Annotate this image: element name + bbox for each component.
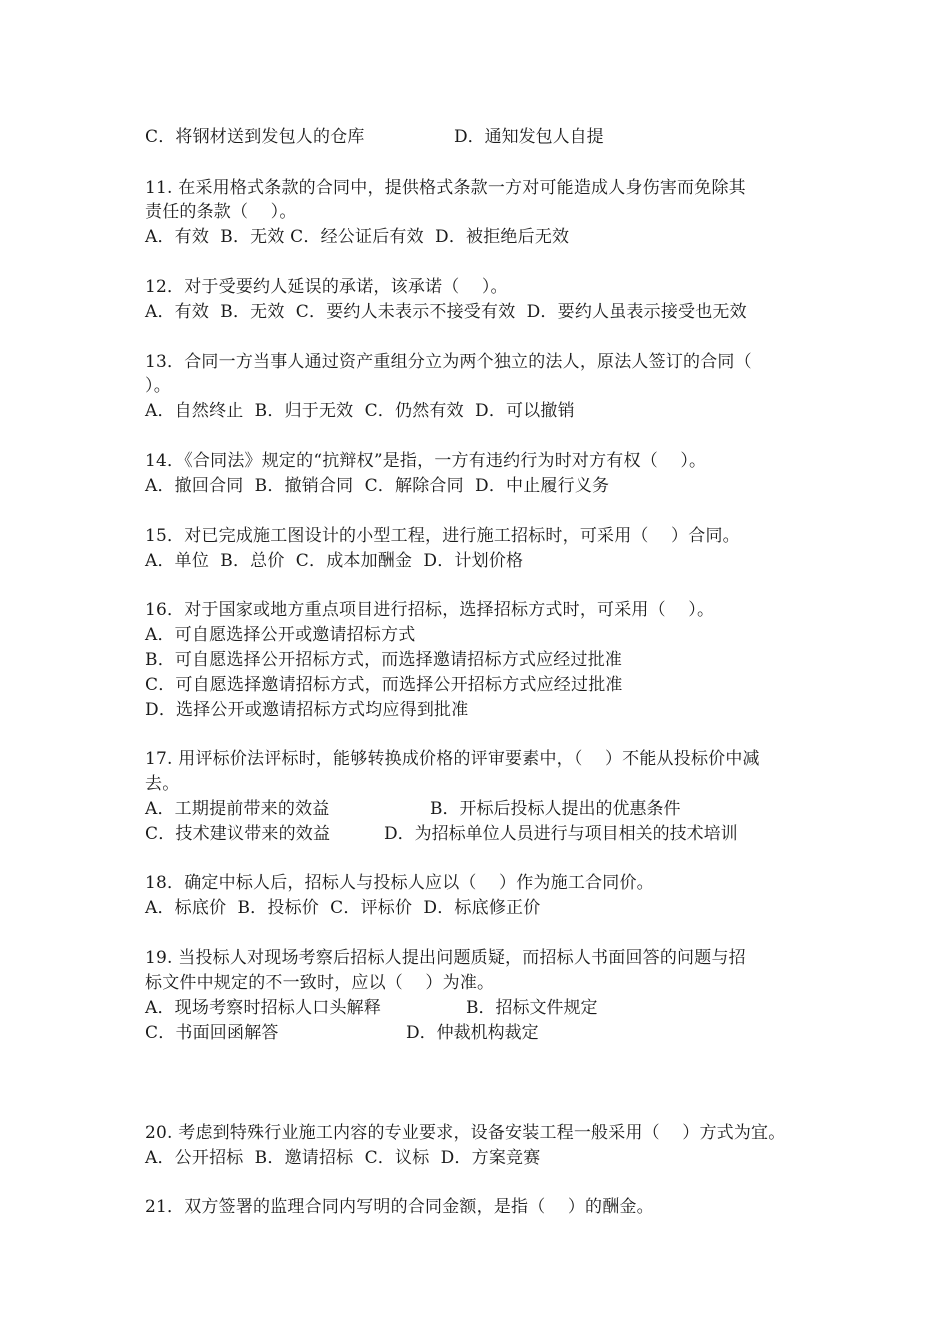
q17-option-d: D．为招标单位人员进行与项目相关的技术培训 <box>384 824 738 844</box>
q17-option-b: B．开标后投标人提出的优惠条件 <box>430 799 681 819</box>
q13-stem-line-2: ）。 <box>145 376 171 396</box>
q19-option-c: C．书面回函解答 <box>145 1023 279 1043</box>
q13-options: A．自然终止 B．归于无效 C．仍然有效 D．可以撤销 <box>145 401 575 421</box>
q17-stem-line-1: 17. 用评标价法评标时，能够转换成价格的评审要素中，（ ）不能从投标价中减 <box>145 749 760 769</box>
q17-option-c: C．技术建议带来的效益 <box>145 824 331 844</box>
q18-stem: 18．确定中标人后，招标人与投标人应以（ ）作为施工合同价。 <box>145 873 654 893</box>
q16-option-d: D．选择公开或邀请招标方式均应得到批准 <box>145 700 469 720</box>
q19-stem-line-2: 标文件中规定的不一致时，应以（ ）为准。 <box>145 973 495 993</box>
q14-stem: 14．《合同法》规定的“抗辩权”是指，一方有违约行为时对方有权（ ）。 <box>145 451 707 471</box>
q17-option-a: A．工期提前带来的效益 <box>145 799 330 819</box>
q14-options: A．撤回合同 B．撤销合同 C．解除合同 D．中止履行义务 <box>145 476 610 496</box>
q10-option-c: C．将钢材送到发包人的仓库 <box>145 127 365 147</box>
q13-stem-line-1: 13．合同一方当事人通过资产重组分立为两个独立的法人，原法人签订的合同（ <box>145 352 752 372</box>
q11-stem-line-2: 责任的条款（ ）。 <box>145 202 297 222</box>
q21-stem: 21．双方签署的监理合同内写明的合同金额，是指（ ）的酬金。 <box>145 1197 654 1217</box>
q19-option-a: A．现场考察时招标人口头解释 <box>145 998 382 1018</box>
q11-options: A．有效 B．无效 C．经公证后有效 D．被拒绝后无效 <box>145 227 570 247</box>
q15-options: A．单位 B．总价 C．成本加酬金 D．计划价格 <box>145 551 524 571</box>
q11-stem-line-1: 11. 在采用格式条款的合同中，提供格式条款一方对可能造成人身伤害而免除其 <box>145 178 746 198</box>
q10-option-d: D．通知发包人自提 <box>454 127 604 147</box>
q19-option-b: B．招标文件规定 <box>466 998 598 1018</box>
q18-options: A．标底价 B．投标价 C．评标价 D．标底修正价 <box>145 898 541 918</box>
q16-option-a: A．可自愿选择公开或邀请招标方式 <box>145 625 416 645</box>
q17-stem-line-2: 去。 <box>145 774 180 794</box>
q15-stem: 15．对已完成施工图设计的小型工程，进行施工招标时，可采用（ ）合同。 <box>145 526 740 546</box>
q19-stem-line-1: 19. 当投标人对现场考察后招标人提出问题质疑，而招标人书面回答的问题与招 <box>145 948 746 968</box>
q12-stem: 12．对于受要约人延误的承诺，该承诺（ ）。 <box>145 277 508 297</box>
q20-options: A．公开招标 B．邀请招标 C．议标 D．方案竞赛 <box>145 1148 541 1168</box>
q16-option-c: C．可自愿选择邀请招标方式，而选择公开招标方式应经过批准 <box>145 675 623 695</box>
q19-option-d: D．仲裁机构裁定 <box>406 1023 539 1043</box>
q16-option-b: B．可自愿选择公开招标方式，而选择邀请招标方式应经过批准 <box>145 650 623 670</box>
q16-stem: 16．对于国家或地方重点项目进行招标，选择招标方式时，可采用（ ）。 <box>145 600 715 620</box>
q12-options: A．有效 B．无效 C．要约人未表示不接受有效 D．要约人虽表示接受也无效 <box>145 302 747 322</box>
q20-stem: 20. 考虑到特殊行业施工内容的专业要求，设备安装工程一般采用（ ）方式为宜。 <box>145 1123 786 1143</box>
